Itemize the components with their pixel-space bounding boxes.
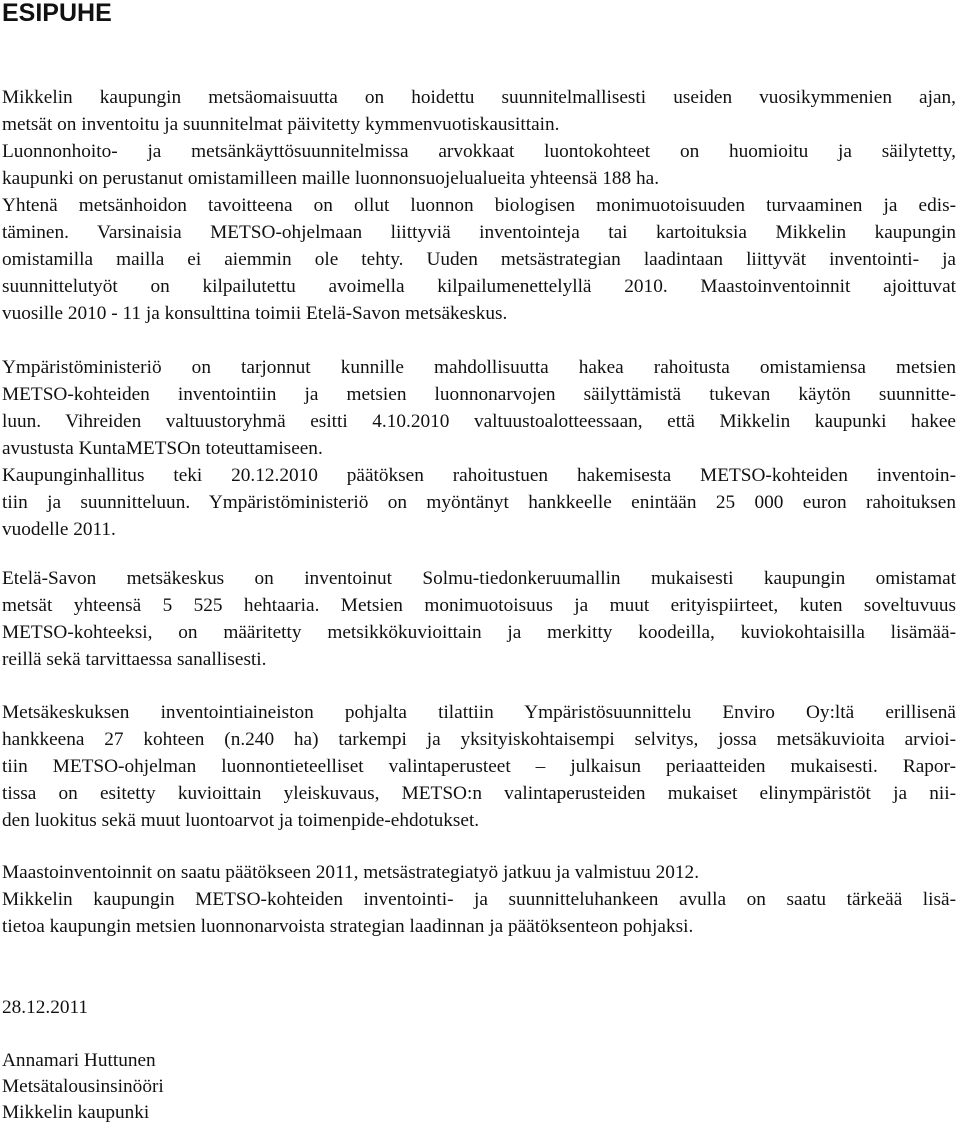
paragraph-3-line-4: reillä sekä tarvittaessa sanallisesti. bbox=[2, 649, 267, 670]
paragraph-4-line-1: Metsäkeskuksen inventointiaineiston pohjalta tilattiin Ympäristösuunnittelu Enviro Oy:ltä erillisenä bbox=[2, 702, 956, 723]
paragraph-2-line-3: luun. Vihreiden valtuustoryhmä esitti 4.10.2010 valtuustoalotteessaan, että Mikkelin kaupunki hakee bbox=[2, 411, 956, 432]
paragraph-1-line-4: kaupunki on perustanut omistamilleen maille luonnonsuojelualueita yhteensä 188 ha. bbox=[2, 168, 660, 189]
paragraph-2-line-6: tiin ja suunnitteluun. Ympäristöministeriö on myöntänyt hankkeelle enintään 25 000 euron rahoituksen bbox=[2, 492, 956, 513]
paragraph-2-line-4: avustusta KuntaMETSOn toteuttamiseen. bbox=[2, 438, 323, 459]
paragraph-2-line-5: Kaupunginhallitus teki 20.12.2010 päätöksen rahoitustuen hakemisesta METSO-kohteiden inventoin- bbox=[2, 465, 956, 486]
paragraph-4-line-2: hankkeena 27 kohteen (n.240 ha) tarkempi ja yksityiskohtaisempi selvitys, jossa metsäkuvioita arvioi- bbox=[2, 729, 956, 750]
paragraph-1-line-6: täminen. Varsinaisia METSO-ohjelmaan liittyviä inventointeja tai kartoituksia Mikkelin kaupungin bbox=[2, 222, 956, 243]
paragraph-5-line-1: Maastoinventoinnit on saatu päätökseen 2011, metsästrategiatyö jatkuu ja valmistuu 2012. bbox=[2, 862, 700, 883]
paragraph-1-line-8: suunnittelutyöt on kilpailutettu avoimella kilpailumenettelyllä 2010. Maastoinventoinnit ajoittuvat bbox=[2, 276, 956, 297]
paragraph-1-line-7: omistamilla mailla ei aiemmin ole tehty. Uuden metsästrategian laadintaan liittyvät inventointi- ja bbox=[2, 249, 956, 270]
paragraph-1-line-3: Luonnonhoito- ja metsänkäyttösuunnitelmissa arvokkaat luontokohteet on huomioitu ja säilytetty, bbox=[2, 141, 956, 162]
paragraph-4-line-4: tissa on esitetty kuvioittain yleiskuvaus, METSO:n valintaperusteiden mukaiset elinympäristöt ja nii- bbox=[2, 783, 956, 804]
paragraph-3-line-2: metsät yhteensä 5 525 hehtaaria. Metsien monimuotoisuus ja muut erityispiirteet, kuten soveltuvuus bbox=[2, 595, 956, 616]
paragraph-4-line-3: tiin METSO-ohjelman luonnontieteelliset valintaperusteet – julkaisun periaatteiden mukaisesti. Rapor- bbox=[2, 756, 956, 777]
paragraph-3-line-3: METSO-kohteeksi, on määritetty metsikkökuvioittain ja merkitty koodeilla, kuviokohtaisilla lisämää- bbox=[2, 622, 956, 643]
paragraph-2-line-7: vuodelle 2011. bbox=[2, 519, 116, 540]
paragraph-3-line-1: Etelä-Savon metsäkeskus on inventoinut Solmu-tiedonkeruumallin mukaisesti kaupungin omistamat bbox=[2, 568, 956, 589]
paragraph-1-line-2: metsät on inventoitu ja suunnitelmat päivitetty kymmenvuotiskausittain. bbox=[2, 114, 560, 135]
document-date: 28.12.2011 bbox=[2, 997, 89, 1018]
signer-organization: Mikkelin kaupunki bbox=[2, 1102, 150, 1123]
paragraph-5-line-2: Mikkelin kaupungin METSO-kohteiden inventointi- ja suunnitteluhankeen avulla on saatu tärkeää lisä- bbox=[2, 889, 956, 910]
paragraph-5-line-3: tietoa kaupungin metsien luonnonarvoista strategian laadinnan ja päätöksenteon pohjaksi. bbox=[2, 916, 694, 937]
signer-title: Metsätalousinsinööri bbox=[2, 1076, 164, 1097]
paragraph-1-line-5: Yhtenä metsänhoidon tavoitteena on ollut luonnon biologisen monimuotoisuuden turvaaminen ja edis- bbox=[2, 195, 956, 216]
paragraph-1-line-1: Mikkelin kaupungin metsäomaisuutta on hoidettu suunnitelmallisesti useiden vuosikymmenien ajan, bbox=[2, 87, 956, 108]
page-title: ESIPUHE bbox=[2, 0, 112, 27]
signer-name: Annamari Huttunen bbox=[2, 1050, 156, 1071]
paragraph-2-line-2: METSO-kohteiden inventointiin ja metsien luonnonarvojen säilyttämistä tukevan käytön suunnitte- bbox=[2, 384, 956, 405]
paragraph-4-line-5: den luokitus sekä muut luontoarvot ja toimenpide-ehdotukset. bbox=[2, 810, 480, 831]
paragraph-1-line-9: vuosille 2010 - 11 ja konsulttina toimii Etelä-Savon metsäkeskus. bbox=[2, 303, 508, 324]
paragraph-2-line-1: Ympäristöministeriö on tarjonnut kunnille mahdollisuutta hakea rahoitusta omistamiensa metsien bbox=[2, 357, 956, 378]
